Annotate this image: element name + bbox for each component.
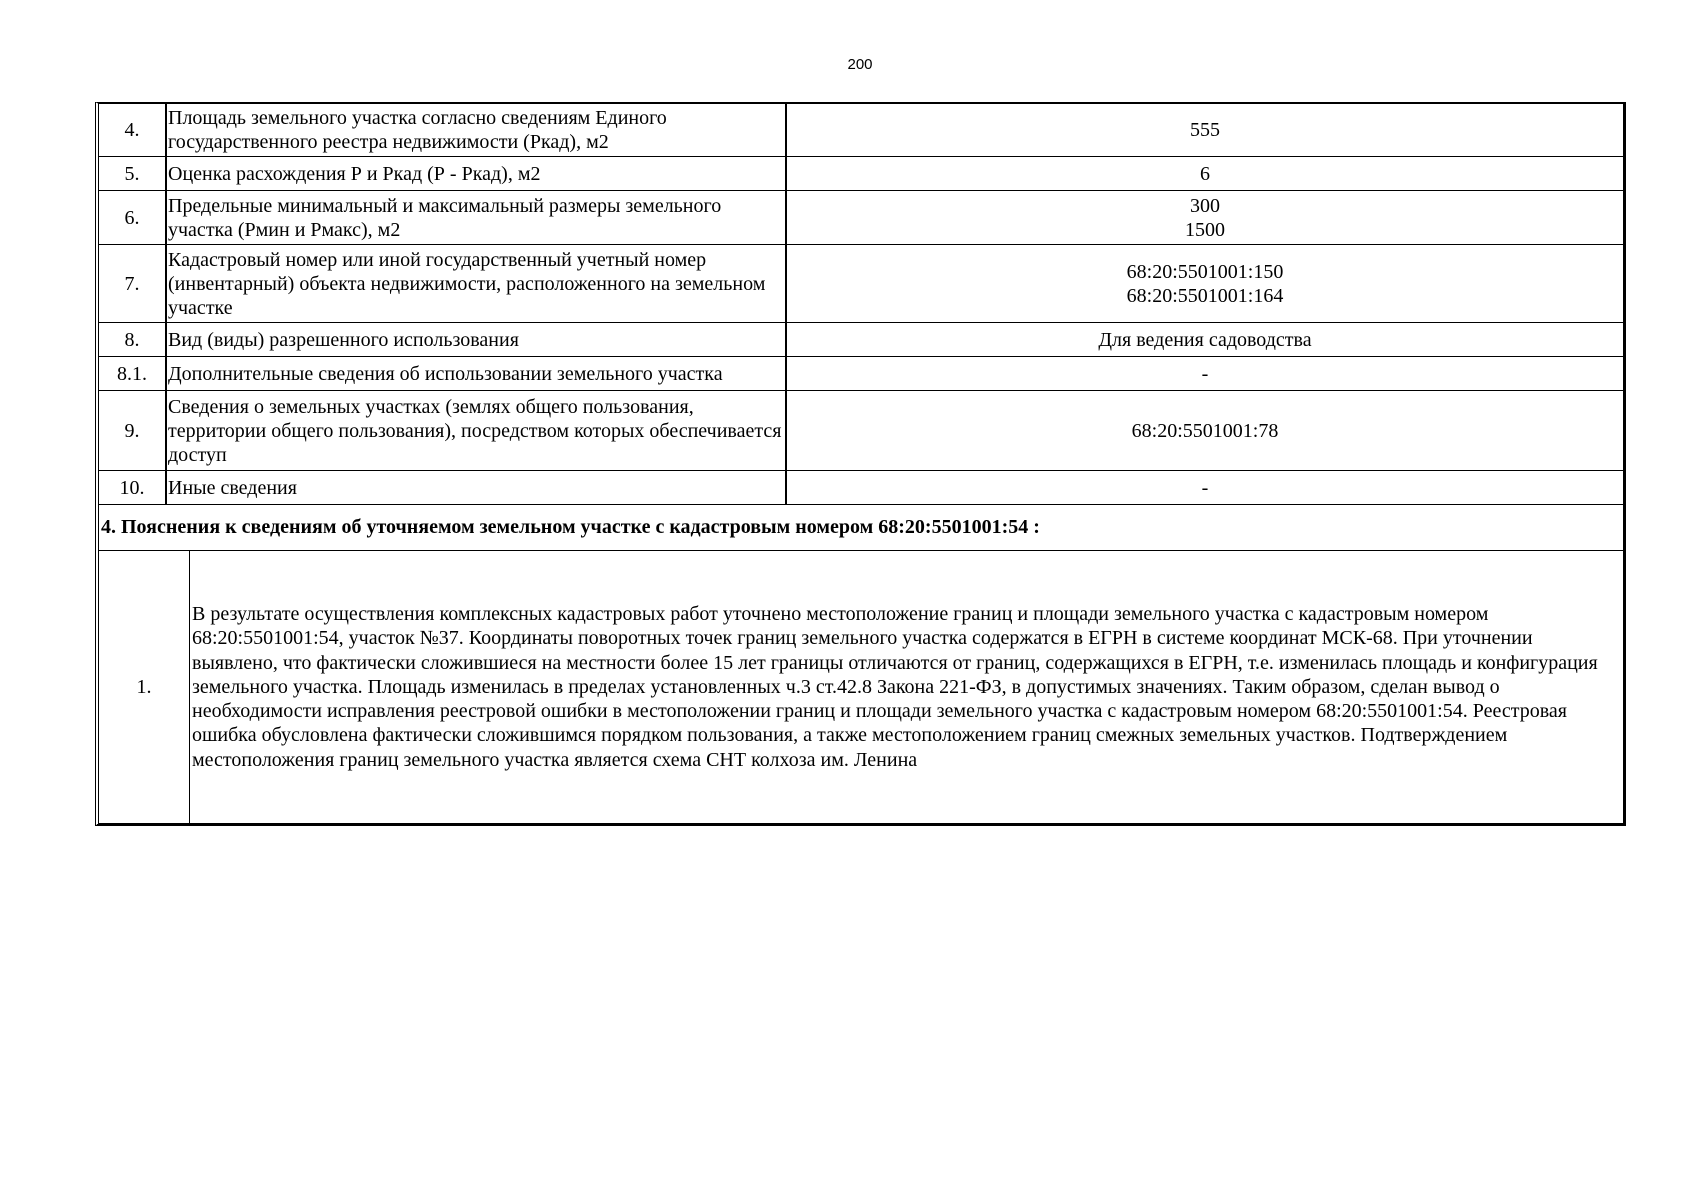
row-label: Дополнительные сведения об использовании земельного участка (166, 357, 786, 391)
table-row (99, 357, 1623, 391)
row-value (786, 157, 1623, 191)
value-line: 1500 (1185, 218, 1225, 241)
table-row (99, 245, 1623, 323)
row-number: 8.1. (99, 357, 166, 391)
note-row (99, 551, 1623, 823)
row-number: 7. (99, 245, 166, 323)
row-value (786, 104, 1623, 157)
row-number: 8. (99, 323, 166, 357)
row-number: 6. (99, 191, 166, 245)
note-text: В результате осуществления комплексных кадастровых работ уточнено местоположение границ и площади земельного участка с кадастровым номером 68:20:5501001:54, участок №37. Координаты поворотных точек границ земельного участка содержатся в ЕГРН в системе координат МСК-68. При уточнении выявлено, что фактически сложившиеся на местности более 15 лет границы отличаются от границ, содержащихся в ЕГРН, т.е. изменилась площадь и конфигурация земельного участка. Площадь изменилась в пределах установленных ч.3 ст.42.8 Закона 221-ФЗ, в допустимых значениях. Таким образом, сделан вывод о необходимости исправления реестровой ошибки в местоположении границ и площади земельного участка с кадастровым номером 68:20:5501001:54. Реестровая ошибка обусловлена фактически сложившимся порядком пользования, а также местоположением границ смежных земельных участков. Подтверждением местоположения границ земельного участка является схема СНТ колхоза им. Ленина (192, 602, 1598, 771)
table-row (99, 323, 1623, 357)
row-number: 9. (99, 391, 166, 471)
row-label: Оценка расхождения Р и Ркад (Р - Ркад), м2 (166, 157, 786, 191)
value-line: 68:20:5501001:78 (1131, 419, 1279, 442)
row-label: Сведения о земельных участках (землях общего пользования, территории общего пользования), посредством которых обеспечивается доступ (166, 391, 786, 471)
land-plot-document (95, 102, 1626, 826)
value-line: 6 (1200, 162, 1210, 185)
land-plot-properties-table (99, 104, 1623, 505)
value-line: 300 (1190, 194, 1220, 217)
note-text-cell (190, 551, 1623, 823)
row-label: Площадь земельного участка согласно сведениям Единого государственного реестра недвижимости (Ркад), м2 (166, 104, 786, 157)
value-line: Для ведения садоводства (1098, 328, 1312, 351)
row-value (786, 245, 1623, 323)
row-label: Вид (виды) разрешенного использования (166, 323, 786, 357)
row-value (786, 191, 1623, 245)
section-title: 4. Пояснения к сведениям об уточняемом земельном участке с кадастровым номером 68:20:5501001:54 : (99, 505, 1623, 551)
row-label: Кадастровый номер или иной государственный учетный номер (инвентарный) объекта недвижимости, расположенного на земельном участке (166, 245, 786, 323)
table-row (99, 157, 1623, 191)
note-number: 1. (99, 551, 190, 823)
table-row (99, 104, 1623, 157)
row-label: Иные сведения (166, 471, 786, 505)
value-line: 68:20:5501001:150 (1126, 260, 1284, 283)
table-row (99, 471, 1623, 505)
row-number: 4. (99, 104, 166, 157)
row-label: Предельные минимальный и максимальный размеры земельного участка (Рмин и Рмакс), м2 (166, 191, 786, 245)
row-value (786, 391, 1623, 471)
row-value (786, 471, 1623, 505)
table-row (99, 391, 1623, 471)
row-value (786, 357, 1623, 391)
row-value (786, 323, 1623, 357)
table-row (99, 191, 1623, 245)
value-line: - (1201, 476, 1209, 499)
value-line: 555 (1190, 119, 1220, 141)
value-line: 68:20:5501001:164 (1126, 284, 1284, 307)
row-number: 10. (99, 471, 166, 505)
value-line: - (1201, 362, 1209, 385)
row-number: 5. (99, 157, 166, 191)
page-number: 200 (847, 56, 873, 73)
